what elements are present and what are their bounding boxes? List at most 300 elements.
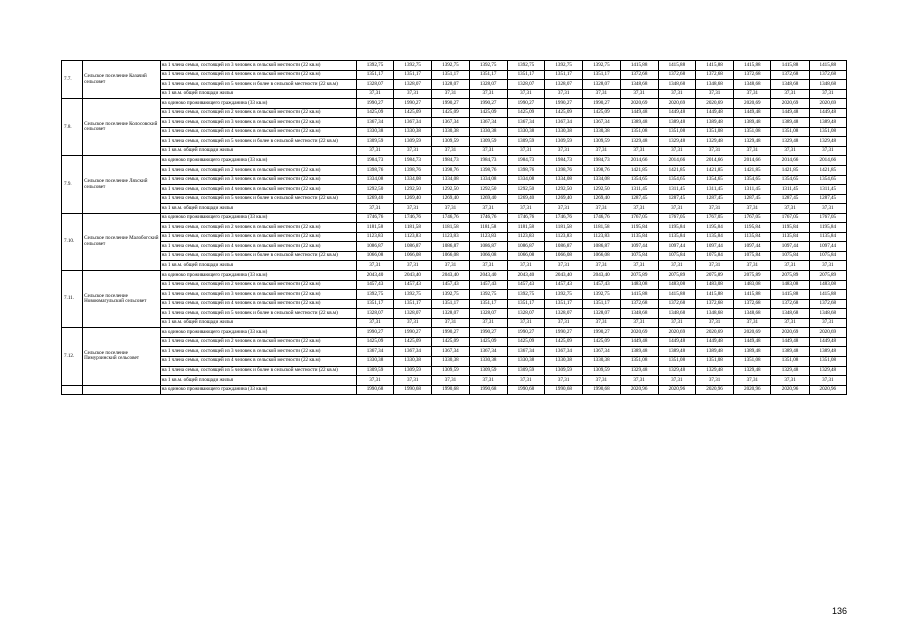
value-cell: 1449,48 — [809, 337, 846, 347]
value-cell: 1309,59 — [583, 137, 620, 147]
value-cell: 1392,75 — [432, 61, 469, 71]
value-cell: 1075,84 — [809, 251, 846, 261]
value-cell: 2043,40 — [432, 271, 469, 281]
row-code: 7.10. — [62, 213, 83, 270]
value-cell: 1425,09 — [545, 337, 583, 347]
value-cell: 1351,17 — [469, 299, 507, 309]
value-cell: 1181,58 — [545, 223, 583, 233]
row-description: на 1 члена семьи, состоящей из 5 человек и более в сельской местности (22 кв.м) — [160, 194, 356, 204]
value-cell: 2043,40 — [507, 271, 544, 281]
value-cell: 2014,66 — [771, 156, 809, 166]
value-cell: 1990,68 — [394, 385, 432, 395]
value-cell: 37,31 — [469, 146, 507, 156]
value-cell: 1425,09 — [507, 337, 544, 347]
value-cell: 37,31 — [695, 89, 733, 99]
value-cell: 37,31 — [771, 146, 809, 156]
value-cell: 2020,69 — [771, 328, 809, 338]
value-cell: 1287,45 — [620, 194, 658, 204]
value-cell: 1457,43 — [583, 280, 620, 290]
value-cell: 1195,84 — [620, 223, 658, 233]
value-cell: 1097,44 — [620, 242, 658, 252]
value-cell: 37,31 — [394, 261, 432, 271]
value-cell: 1990,68 — [545, 385, 583, 395]
value-cell: 1389,48 — [658, 347, 695, 357]
value-cell: 1334,08 — [469, 175, 507, 185]
value-cell: 1348,68 — [734, 80, 771, 90]
value-cell: 37,31 — [583, 204, 620, 214]
row-code — [62, 385, 83, 395]
row-code: 7.12. — [62, 328, 83, 385]
value-cell: 1746,76 — [432, 213, 469, 223]
value-cell: 1372,68 — [620, 70, 658, 80]
value-cell: 1746,76 — [583, 213, 620, 223]
value-cell: 1309,59 — [356, 366, 393, 376]
value-cell: 37,31 — [432, 89, 469, 99]
value-cell: 1309,59 — [545, 366, 583, 376]
row-description: на 1 члена семьи, состоящей из 4 человек в сельской местности (22 кв.м) — [160, 242, 356, 252]
value-cell: 1372,68 — [771, 299, 809, 309]
value-cell: 1269,40 — [356, 194, 393, 204]
value-cell: 1367,34 — [545, 347, 583, 357]
table-row — [62, 89, 847, 99]
value-cell: 1354,65 — [734, 175, 771, 185]
value-cell: 37,31 — [695, 146, 733, 156]
value-cell: 1329,48 — [734, 366, 771, 376]
value-cell: 37,31 — [545, 261, 583, 271]
value-cell: 1389,48 — [771, 347, 809, 357]
value-cell: 2043,40 — [469, 271, 507, 281]
table-row — [62, 232, 847, 242]
table-row — [62, 271, 847, 281]
value-cell: 2014,66 — [620, 156, 658, 166]
value-cell: 1449,48 — [809, 108, 846, 118]
value-cell: 1392,75 — [545, 290, 583, 300]
value-cell: 1367,34 — [432, 347, 469, 357]
row-description: на 1 члена семьи, состоящей из 4 человек в сельской местности (22 кв.м) — [160, 127, 356, 137]
value-cell: 1415,88 — [695, 290, 733, 300]
value-cell: 1421,85 — [620, 166, 658, 176]
value-cell: 1328,07 — [356, 309, 393, 319]
value-cell: 37,31 — [734, 376, 771, 386]
value-cell: 1329,48 — [658, 137, 695, 147]
value-cell: 1457,43 — [545, 280, 583, 290]
value-cell: 37,31 — [658, 89, 695, 99]
value-cell: 1329,48 — [771, 137, 809, 147]
value-cell: 1269,40 — [394, 194, 432, 204]
value-cell: 1135,84 — [734, 232, 771, 242]
value-cell: 1309,59 — [432, 366, 469, 376]
value-cell: 1746,76 — [469, 213, 507, 223]
table-row — [62, 290, 847, 300]
value-cell: 1415,88 — [658, 290, 695, 300]
value-cell: 2020,69 — [809, 328, 846, 338]
value-cell: 37,31 — [469, 318, 507, 328]
value-cell: 2020,69 — [620, 328, 658, 338]
value-cell: 1269,40 — [432, 194, 469, 204]
value-cell: 37,31 — [507, 204, 544, 214]
value-cell: 1351,08 — [695, 127, 733, 137]
value-cell: 1330,38 — [394, 127, 432, 137]
value-cell: 37,31 — [695, 318, 733, 328]
value-cell: 1097,44 — [695, 242, 733, 252]
value-cell: 1398,76 — [356, 166, 393, 176]
value-cell: 1351,08 — [809, 127, 846, 137]
value-cell: 1351,17 — [545, 299, 583, 309]
value-cell: 1123,83 — [356, 232, 393, 242]
value-cell: 2043,40 — [356, 271, 393, 281]
value-cell: 1392,75 — [583, 61, 620, 71]
row-description: на 1 члена семьи, состоящей из 5 человек и более в сельской местности (22 кв.м) — [160, 137, 356, 147]
value-cell: 2020,96 — [771, 385, 809, 395]
value-cell: 1367,34 — [394, 118, 432, 128]
value-cell: 1389,48 — [734, 118, 771, 128]
table-row — [62, 70, 847, 80]
row-description: на одиноко проживающего гражданина (33 кв.м) — [160, 99, 356, 109]
value-cell: 1415,88 — [695, 61, 733, 71]
value-cell: 1086,87 — [583, 242, 620, 252]
value-cell: 37,31 — [432, 318, 469, 328]
value-cell: 1449,48 — [658, 337, 695, 347]
value-cell: 1457,43 — [507, 280, 544, 290]
value-cell: 1351,17 — [545, 70, 583, 80]
value-cell: 1351,08 — [771, 127, 809, 137]
value-cell: 37,31 — [771, 318, 809, 328]
row-description: на 1 члена семьи, состоящей из 2 человек в сельской местности (22 кв.м) — [160, 223, 356, 233]
value-cell: 1425,09 — [432, 108, 469, 118]
value-cell: 1195,84 — [695, 223, 733, 233]
value-cell: 1123,83 — [545, 232, 583, 242]
value-cell: 1086,87 — [469, 242, 507, 252]
value-cell: 1421,85 — [809, 166, 846, 176]
table-row — [62, 280, 847, 290]
table-row — [62, 299, 847, 309]
value-cell: 1075,84 — [658, 251, 695, 261]
value-cell: 2020,69 — [771, 99, 809, 109]
row-description: на 1 члена семьи, состоящей из 4 человек в сельской местности (22 кв.м) — [160, 70, 356, 80]
table-row — [62, 127, 847, 137]
value-cell: 1449,48 — [658, 108, 695, 118]
value-cell: 1483,08 — [734, 280, 771, 290]
row-description: на 1 члена семьи, состоящей из 3 человек в сельской местности (22 кв.м) — [160, 232, 356, 242]
value-cell: 1351,08 — [771, 356, 809, 366]
value-cell: 1330,38 — [356, 127, 393, 137]
value-cell: 37,31 — [809, 318, 846, 328]
value-cell: 1292,50 — [583, 185, 620, 195]
value-cell: 37,31 — [432, 204, 469, 214]
value-cell: 1372,68 — [695, 299, 733, 309]
value-cell: 37,31 — [809, 204, 846, 214]
value-cell: 1328,07 — [545, 309, 583, 319]
value-cell: 1309,59 — [583, 366, 620, 376]
value-cell: 1181,58 — [469, 223, 507, 233]
settlement-name: Сельское поселение Казачий сельсовет — [83, 61, 160, 99]
table-row — [62, 194, 847, 204]
value-cell: 1425,09 — [356, 337, 393, 347]
value-cell: 1372,68 — [771, 70, 809, 80]
value-cell: 1328,07 — [394, 309, 432, 319]
row-description: на 1 члена семьи, состоящей из 3 человек в сельской местности (22 кв.м) — [160, 175, 356, 185]
value-cell: 1066,08 — [394, 251, 432, 261]
value-cell: 1483,08 — [809, 280, 846, 290]
value-cell: 1330,38 — [583, 127, 620, 137]
value-cell: 1086,87 — [545, 242, 583, 252]
value-cell: 1328,07 — [507, 309, 544, 319]
value-cell: 1135,84 — [771, 232, 809, 242]
value-cell: 1309,59 — [432, 137, 469, 147]
value-cell: 2020,96 — [620, 385, 658, 395]
value-cell: 1449,48 — [734, 108, 771, 118]
value-cell: 1269,40 — [583, 194, 620, 204]
value-cell: 1415,88 — [809, 61, 846, 71]
value-cell: 37,31 — [356, 89, 393, 99]
value-cell: 1415,88 — [771, 290, 809, 300]
table-row — [62, 242, 847, 252]
row-description: на 1 члена семьи, состоящей из 2 человек в сельской местности (22 кв.м) — [160, 166, 356, 176]
value-cell: 1329,48 — [620, 137, 658, 147]
value-cell: 1135,84 — [695, 232, 733, 242]
value-cell: 1328,07 — [356, 80, 393, 90]
value-cell: 1990,27 — [469, 328, 507, 338]
value-cell: 2014,66 — [695, 156, 733, 166]
value-cell: 37,31 — [432, 146, 469, 156]
value-cell: 1334,08 — [507, 175, 544, 185]
value-cell: 37,31 — [809, 261, 846, 271]
value-cell: 1767,05 — [734, 213, 771, 223]
value-cell: 1425,09 — [356, 108, 393, 118]
value-cell: 1309,59 — [507, 366, 544, 376]
value-cell: 1767,05 — [809, 213, 846, 223]
row-description: на 1 члена семьи, состоящей из 5 человек и более в сельской местности (22 кв.м) — [160, 251, 356, 261]
value-cell: 2020,69 — [695, 328, 733, 338]
value-cell: 37,31 — [545, 89, 583, 99]
value-cell: 1457,43 — [394, 280, 432, 290]
value-cell: 1351,17 — [583, 299, 620, 309]
value-cell: 1123,83 — [469, 232, 507, 242]
value-cell: 1328,07 — [469, 80, 507, 90]
value-cell: 1292,50 — [356, 185, 393, 195]
table-row — [62, 61, 847, 71]
value-cell: 37,31 — [507, 146, 544, 156]
value-cell: 1123,83 — [583, 232, 620, 242]
value-cell: 1292,50 — [545, 185, 583, 195]
value-cell: 1392,75 — [394, 61, 432, 71]
value-cell: 1351,17 — [432, 299, 469, 309]
value-cell: 1328,07 — [394, 80, 432, 90]
value-cell: 1990,27 — [469, 99, 507, 109]
value-cell: 1195,84 — [809, 223, 846, 233]
value-cell: 37,31 — [734, 89, 771, 99]
table-row — [62, 337, 847, 347]
row-description: на 1 члена семьи, состоящей из 3 человек в сельской местности (22 кв.м) — [160, 61, 356, 71]
value-cell: 1351,17 — [394, 299, 432, 309]
row-description: на 1 кв.м. общей площади жилья — [160, 376, 356, 386]
value-cell: 37,31 — [356, 261, 393, 271]
value-cell: 1392,75 — [394, 290, 432, 300]
value-cell: 1330,38 — [469, 127, 507, 137]
value-cell: 1329,48 — [620, 366, 658, 376]
value-cell: 1311,45 — [658, 185, 695, 195]
value-cell: 1328,07 — [432, 80, 469, 90]
value-cell: 37,31 — [734, 318, 771, 328]
value-cell: 1449,48 — [771, 337, 809, 347]
value-cell: 1984,73 — [507, 156, 544, 166]
value-cell: 1984,73 — [356, 156, 393, 166]
value-cell: 37,31 — [658, 318, 695, 328]
value-cell: 1421,85 — [695, 166, 733, 176]
value-cell: 1425,09 — [469, 108, 507, 118]
value-cell: 37,31 — [469, 204, 507, 214]
value-cell: 1334,08 — [432, 175, 469, 185]
value-cell: 37,31 — [771, 204, 809, 214]
value-cell: 1354,65 — [771, 175, 809, 185]
value-cell: 1348,68 — [771, 309, 809, 319]
value-cell: 1309,59 — [469, 366, 507, 376]
value-cell: 2043,40 — [583, 271, 620, 281]
value-cell: 1398,76 — [469, 166, 507, 176]
value-cell: 1389,48 — [620, 347, 658, 357]
row-description: на 1 члена семьи, состоящей из 4 человек в сельской местности (22 кв.м) — [160, 299, 356, 309]
table-row — [62, 213, 847, 223]
value-cell: 1425,09 — [469, 337, 507, 347]
value-cell: 1181,58 — [583, 223, 620, 233]
table-row — [62, 108, 847, 118]
value-cell: 1990,27 — [507, 328, 544, 338]
value-cell: 1372,68 — [658, 299, 695, 309]
value-cell: 1990,27 — [356, 328, 393, 338]
value-cell: 1354,65 — [695, 175, 733, 185]
row-description: на 1 члена семьи, состоящей из 5 человек и более в сельской местности (22 кв.м) — [160, 366, 356, 376]
value-cell: 1287,45 — [695, 194, 733, 204]
value-cell: 1330,38 — [507, 127, 544, 137]
value-cell: 1415,88 — [809, 290, 846, 300]
value-cell: 1457,43 — [356, 280, 393, 290]
table-body — [62, 61, 847, 395]
value-cell: 1351,08 — [658, 127, 695, 137]
value-cell: 1123,83 — [507, 232, 544, 242]
value-cell: 1990,27 — [583, 99, 620, 109]
value-cell: 37,31 — [583, 376, 620, 386]
value-cell: 2075,89 — [620, 271, 658, 281]
value-cell: 1392,75 — [356, 290, 393, 300]
value-cell: 1990,68 — [583, 385, 620, 395]
value-cell: 1351,17 — [507, 299, 544, 309]
table-row — [62, 118, 847, 128]
value-cell: 1425,09 — [394, 108, 432, 118]
value-cell: 1334,08 — [545, 175, 583, 185]
value-cell: 1330,38 — [469, 356, 507, 366]
value-cell: 1334,08 — [356, 175, 393, 185]
value-cell: 1984,73 — [432, 156, 469, 166]
value-cell: 1389,48 — [809, 347, 846, 357]
value-cell: 1392,75 — [432, 290, 469, 300]
value-cell: 1449,48 — [734, 337, 771, 347]
value-cell: 37,31 — [356, 204, 393, 214]
row-description: на одиноко проживающего гражданина (33 кв.м) — [160, 213, 356, 223]
value-cell: 1328,07 — [432, 309, 469, 319]
value-cell: 1990,27 — [545, 99, 583, 109]
table-row — [62, 318, 847, 328]
value-cell: 1389,48 — [658, 118, 695, 128]
value-cell: 1351,08 — [658, 356, 695, 366]
value-cell: 37,31 — [809, 376, 846, 386]
value-cell: 1372,68 — [695, 70, 733, 80]
row-code: 7.8. — [62, 99, 83, 156]
value-cell: 1746,76 — [356, 213, 393, 223]
value-cell: 1311,45 — [809, 185, 846, 195]
value-cell: 1354,65 — [620, 175, 658, 185]
table-row — [62, 223, 847, 233]
value-cell: 1328,07 — [545, 80, 583, 90]
value-cell: 1367,34 — [583, 347, 620, 357]
row-code: 7.11. — [62, 271, 83, 328]
value-cell: 1181,58 — [507, 223, 544, 233]
row-description: на 1 члена семьи, состоящей из 2 человек в сельской местности (22 кв.м) — [160, 280, 356, 290]
value-cell: 37,31 — [507, 261, 544, 271]
value-cell: 1767,05 — [771, 213, 809, 223]
value-cell: 2075,89 — [734, 271, 771, 281]
value-cell: 1309,59 — [394, 137, 432, 147]
value-cell: 1330,38 — [394, 356, 432, 366]
value-cell: 1389,48 — [809, 118, 846, 128]
table-row — [62, 356, 847, 366]
value-cell: 1372,68 — [734, 299, 771, 309]
row-description: на 1 члена семьи, состоящей из 2 человек в сельской местности (22 кв.м) — [160, 337, 356, 347]
value-cell: 37,31 — [620, 376, 658, 386]
value-cell: 1330,38 — [356, 356, 393, 366]
value-cell: 1367,34 — [356, 118, 393, 128]
value-cell: 1398,76 — [583, 166, 620, 176]
table-row — [62, 309, 847, 319]
value-cell: 37,31 — [620, 89, 658, 99]
value-cell: 1351,08 — [734, 356, 771, 366]
value-cell: 37,31 — [394, 146, 432, 156]
value-cell: 1351,17 — [394, 70, 432, 80]
value-cell: 1990,68 — [507, 385, 544, 395]
value-cell: 1367,34 — [394, 347, 432, 357]
value-cell: 37,31 — [771, 261, 809, 271]
value-cell: 2075,89 — [695, 271, 733, 281]
table-row — [62, 185, 847, 195]
value-cell: 37,31 — [545, 146, 583, 156]
rates-table — [61, 60, 847, 395]
value-cell: 1181,58 — [356, 223, 393, 233]
table-row — [62, 175, 847, 185]
value-cell: 1990,68 — [356, 385, 393, 395]
value-cell: 37,31 — [734, 261, 771, 271]
settlement-name: Сельское поселение Ляхский сельсовет — [83, 156, 160, 213]
value-cell: 1425,09 — [583, 337, 620, 347]
value-cell: 1457,43 — [432, 280, 469, 290]
value-cell: 1287,45 — [658, 194, 695, 204]
value-cell: 1123,83 — [432, 232, 469, 242]
value-cell: 37,31 — [469, 261, 507, 271]
row-description: на 1 члена семьи, состоящей из 3 человек в сельской местности (22 кв.м) — [160, 290, 356, 300]
value-cell: 1367,34 — [507, 118, 544, 128]
table-row — [62, 166, 847, 176]
value-cell: 1066,08 — [583, 251, 620, 261]
row-description: на 1 кв.м. общей площади жилья — [160, 146, 356, 156]
value-cell: 37,31 — [469, 89, 507, 99]
value-cell: 1372,68 — [620, 299, 658, 309]
value-cell: 1367,34 — [356, 347, 393, 357]
value-cell: 1066,08 — [469, 251, 507, 261]
value-cell: 1421,85 — [771, 166, 809, 176]
value-cell: 2014,66 — [658, 156, 695, 166]
value-cell: 37,31 — [620, 204, 658, 214]
value-cell: 1348,68 — [734, 309, 771, 319]
row-description: на одиноко проживающего гражданина (33 кв.м) — [160, 328, 356, 338]
value-cell: 1449,48 — [695, 337, 733, 347]
